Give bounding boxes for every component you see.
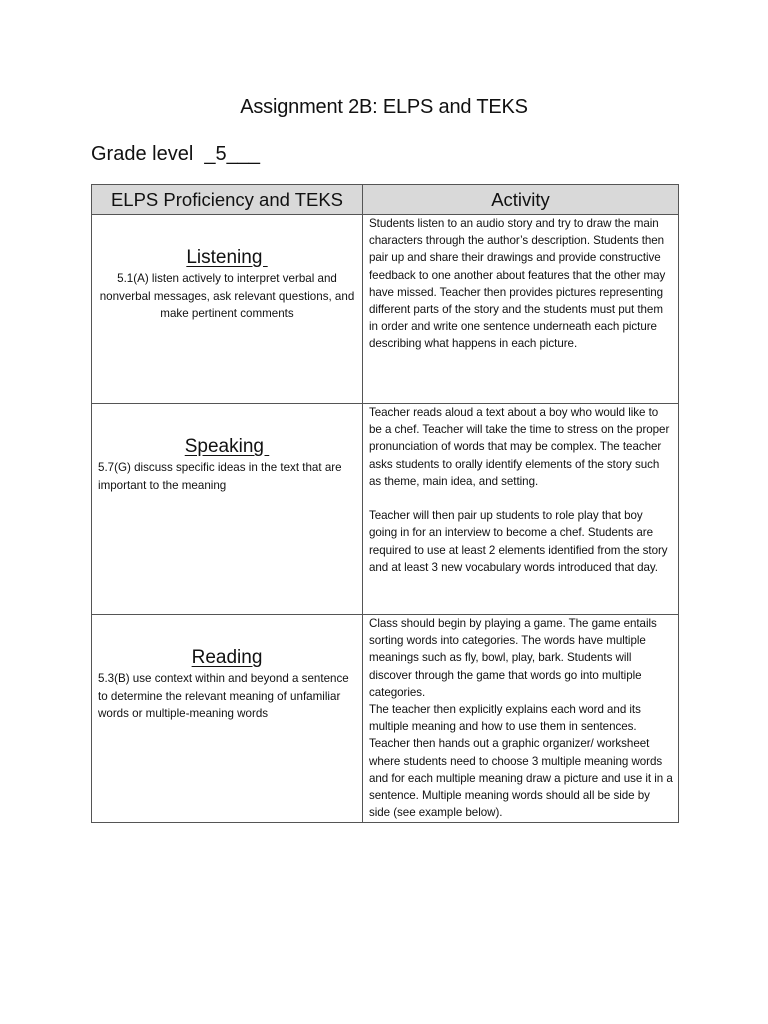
activity-cell-listening (363, 215, 679, 404)
skill-cell-reading (92, 615, 363, 823)
elps-teks-table (91, 184, 679, 823)
standard-listening: 5.1(A) listen actively to interpret verbal and nonverbal messages, ask relevant questions, and make pertinent comments (99, 272, 355, 320)
skill-cell-listening (92, 215, 363, 404)
activity-cell-reading (363, 615, 679, 823)
standard-reading: 5.3(B) use context within and beyond a sentence to determine the relevant meaning of unfamiliar words or multiple-meaning words (98, 672, 349, 720)
skill-title-listening: Listening (186, 247, 268, 268)
header-activity: Activity (363, 185, 679, 215)
header-elps-proficiency: ELPS Proficiency and TEKS (92, 185, 363, 215)
activity-speaking: Teacher reads aloud a text about a boy who would like to be a chef. Teacher will take the time to stress on the proper pronunciation of words that may be complex. The teacher asks students to orally identify elements of the story such as theme, main idea, and setting. Teacher will then pair up students to role play that boy going in for an interview to become a chef. Students are required to use at least 2 elements identified from the story and at least 3 new vocabulary words introduced that day. (369, 406, 670, 574)
skill-title-speaking: Speaking (184, 436, 270, 457)
activity-reading: Class should begin by playing a game. The game entails sorting words into categories. The words have multiple meanings such as fly, bowl, play, bark. Students will discover through the game that words go into multiple categories. The teacher then explicitly explains each word and its multiple meaning and how to use them in sentences. Teacher then hands out a graphic organizer/ worksheet where students need to choose 3 multiple meaning words and for each multiple meaning draw a picture and use it in a sentence. Multiple meaning words should all be side by side (see example below). (369, 617, 673, 820)
activity-listening: Students listen to an audio story and try to draw the main characters through the author’s description. Students then pair up and share their drawings and provide constructive feedback to one another about features that the other may have missed. Teacher then provides pictures representing different parts of the story and the students must put them in order and write one sentence underneath each picture describing what happens in each picture. (369, 217, 666, 351)
document-title: Assignment 2B: ELPS and TEKS (240, 96, 528, 118)
grade-level: Grade level _5___ (91, 143, 261, 165)
table-row-speaking (92, 404, 679, 615)
standard-speaking: 5.7(G) discuss specific ideas in the text that are important to the meaning (98, 461, 342, 492)
activity-cell-speaking (363, 404, 679, 615)
table-header-row (92, 185, 679, 215)
table-row-listening (92, 215, 679, 404)
table-row-reading (92, 615, 679, 823)
skill-title-reading: Reading (191, 647, 263, 668)
skill-cell-speaking (92, 404, 363, 615)
